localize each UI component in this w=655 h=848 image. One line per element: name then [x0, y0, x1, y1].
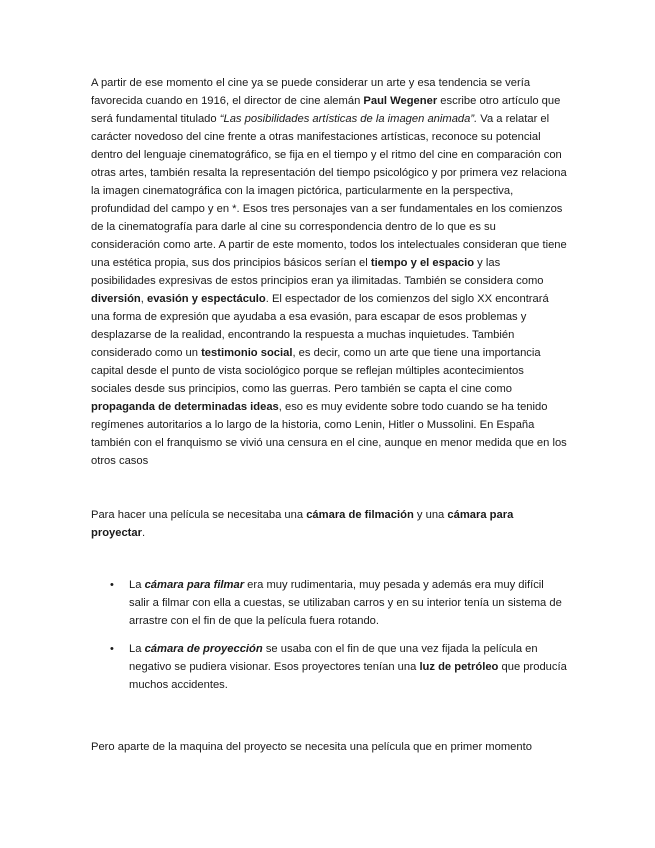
text-run: . El espectador de los comienzos del siglo XX encontrará una forma de expresión que ayudaba a esa evasión, para escapar de esos problemas y desplazarse de la realidad, encontrando la respuesta a muchas inquietudes. También considerado como un: [91, 293, 549, 359]
bold-camara-proyectar: cámara para proyectar: [91, 509, 514, 539]
list-item: [110, 576, 567, 630]
text-run: , eso es muy evidente sobre todo cuando se ha tenido regímenes autoritarios a lo largo de la historia, como Lenin, Hitler o Mussolini. En España también con el franquismo se vivió una censura en el cine, aunque en menor medida que en los otros casos: [91, 401, 567, 467]
text-run: .: [142, 527, 146, 539]
text-run: y las posibilidades expresivas de estos principios eran ya ilimitadas. También se considera como: [91, 257, 544, 287]
text-run: Para hacer una película se necesitaba una: [91, 509, 307, 521]
text-run: La: [129, 579, 145, 591]
bullet-icon: •: [110, 579, 114, 591]
italic-article-title: “Las posibilidades artísticas de la imagen animada”.: [219, 113, 478, 125]
bold-testimonio-social: testimonio social: [201, 347, 293, 359]
bold-tiempo-espacio: tiempo y el espacio: [370, 257, 475, 269]
text-run: se usaba con el fin de que una vez fijada la película en negativo se pudiera visionar. Esos proyectores tenían una: [129, 643, 538, 673]
bullet-icon: •: [110, 643, 114, 655]
bold-propaganda: propaganda de determinadas ideas: [91, 401, 279, 413]
text-run: ,: [140, 293, 147, 305]
text-run: La: [129, 643, 145, 655]
body-paragraph-cameras: [91, 506, 567, 542]
text-run: Va a relatar el carácter novedoso del cine frente a otras manifestaciones artísticas, reconoce su potencial dentro del lenguaje cinematográfico, se fija en el tiempo y el ritmo del cine en comparación con otras artes, también resalta la representación del tiempo psicológico y por primera vez relaciona la imagen cinematográfica con la imagen pictórica, particularmente en la perspectiva, profundidad del campo y en *. Esos tres personajes van a ser fundamentales en los comienzos de la cinematografía para darle al cine su correspondencia dentro de lo que es su consideración como arte. A partir de este momento, todos los intelectuales consideran que tiene una estética propia, sus dos principios básicos serían el: [91, 113, 567, 269]
bold-italic-camara-filmar: cámara para filmar: [144, 579, 245, 591]
text-run: A partir de ese momento el cine ya se puede considerar un arte y esa tendencia se vería favorecida cuando en 1916, el director de cine alemán: [91, 77, 531, 107]
body-paragraph-history: [91, 74, 567, 470]
bold-luz-petroleo: luz de petróleo: [419, 661, 499, 673]
text-run: Pero aparte de la maquina del proyecto se necesita una película que en primer momento: [91, 741, 532, 753]
text-run: era muy rudimentaria, muy pesada y además era muy difícil salir a filmar con ella a cuestas, se utilizaban carros y en su interior tenía un sistema de arrastre con el fin de que la película fuera rotando.: [129, 579, 562, 627]
text-run: que producía muchos accidentes.: [129, 661, 567, 691]
list-item: [110, 640, 567, 694]
bold-italic-camara-proyeccion: cámara de proyección: [144, 643, 263, 655]
bold-name-paul-wegener: Paul Wegener: [363, 95, 438, 107]
text-run: escribe otro artículo que será fundamental titulado: [91, 95, 561, 125]
text-run: , es decir, como un arte que tiene una importancia capital desde el punto de vista sociológico porque se reflejan múltiples acontecimientos sociales desde sus principios, como las guerras. Pero también se capta el cine como: [91, 347, 541, 395]
body-paragraph-pelicula: [91, 738, 567, 756]
bold-camara-filmacion: cámara de filmación: [306, 509, 414, 521]
text-run: y una: [413, 509, 448, 521]
bold-diversion: diversión: [91, 293, 141, 305]
bullet-list: [91, 576, 567, 694]
bold-evasion-espectaculo: evasión y espectáculo: [146, 293, 266, 305]
